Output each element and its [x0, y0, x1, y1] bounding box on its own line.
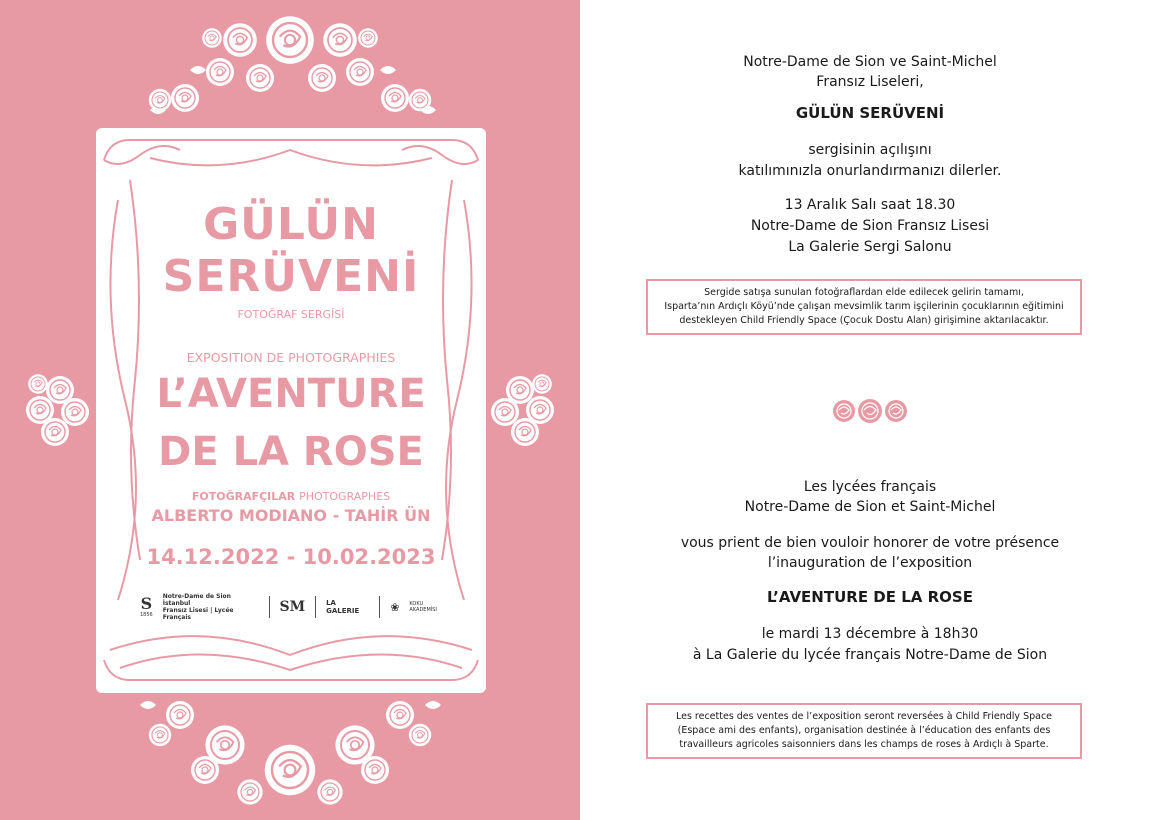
rose-divider-icon [830, 396, 910, 426]
fr-invite-line1: vous prient de bien vouloir honorer de votre présence [680, 535, 1060, 551]
logo-separator [315, 596, 316, 618]
photographers-label-fr: PHOTOGRAPHES [299, 490, 391, 503]
tr-note-line2: Isparta’nın Ardıçlı Köyü’nde çalışan mevsimlik tarım işçilerinin çocuklarının eğitimini [664, 301, 1064, 312]
tr-invite-line2: katılımınızla onurlandırmanızı dilerler. [738, 163, 1002, 179]
tr-intro-line2: Fransız Liseleri, [816, 74, 924, 90]
subtitle-tr: FOTOĞRAF SERGİSİ [237, 308, 345, 321]
tr-where-line1: Notre-Dame de Sion Fransız Lisesi [750, 218, 990, 234]
tr-invite-line1: sergisinin açılışını [808, 142, 932, 158]
fr-exhibition-title: L’AVENTURE DE LA ROSE [767, 588, 973, 606]
logo-separator [269, 596, 270, 618]
fr-note-line3: travailleurs agricoles saisonniers dans les champs de roses à Ardıçlı à Sparte. [679, 739, 1049, 750]
left-side-roses [26, 374, 89, 446]
bottom-roses [140, 701, 441, 805]
fr-note-line2: (Espace ami des enfants), organisation destinée à l’éducation des enfants des [677, 725, 1051, 736]
tr-when: 13 Aralık Salı saat 18.30 [784, 197, 956, 213]
nds-name [163, 593, 259, 621]
nds-emblem-icon: S [140, 594, 153, 613]
tr-note-line1: Sergide satışa sunulan fotoğraflardan elde edilecek gelirin tamamı, [704, 287, 1024, 298]
tr-note-box [646, 279, 1082, 335]
photographers-label [96, 490, 486, 503]
tr-where-line2: La Galerie Sergi Salonu [788, 239, 952, 255]
tr-exhibition-title: GÜLÜN SERÜVENİ [795, 104, 945, 122]
logo-separator [379, 596, 380, 618]
nds-name-line1: Notre-Dame de Sion İstanbul [162, 593, 231, 607]
fr-note-box [646, 703, 1082, 759]
title-tr-line2: SERÜVENİ [162, 251, 420, 302]
fr-invite-line2: l’inauguration de l’exposition [767, 555, 973, 571]
saint-michel-logo: SM [279, 599, 306, 615]
subtitle-fr: EXPOSITION DE PHOTOGRAPHIES [186, 350, 396, 365]
koku-akademisi-logo: KOKU AKADEMİSİ [409, 601, 437, 613]
nds-name-line2: Fransız Lisesi | Lycée Français [162, 607, 234, 621]
title-tr-line1: GÜLÜN [203, 199, 379, 250]
title-fr-line1: L’AVENTURE [156, 371, 426, 417]
fr-note-line1: Les recettes des ventes de l’exposition seront reversées à Child Friendly Space [675, 711, 1053, 722]
fr-where: à La Galerie du lycée français Notre-Dame de Sion [692, 647, 1048, 663]
invitation-panel [580, 0, 1160, 820]
title-fr-line2: DE LA ROSE [158, 429, 424, 475]
tr-intro-line1: Notre-Dame de Sion ve Saint-Michel [743, 54, 997, 70]
la-galerie-logo: LA GALERIE [326, 599, 360, 615]
right-side-roses [491, 374, 554, 446]
fr-when: le mardi 13 décembre à 18h30 [761, 626, 979, 642]
sponsor-logos [140, 590, 450, 624]
nds-year: 1856 [140, 612, 153, 618]
photographers-names: ALBERTO MODIANO - TAHİR ÜN [151, 506, 431, 525]
exhibition-dates: 14.12.2022 - 10.02.2023 [146, 545, 436, 569]
nds-logo [140, 596, 153, 618]
fr-intro-line1: Les lycées français [803, 479, 937, 495]
koku-icon: ❀ [390, 600, 400, 614]
tr-note-line3: destekleyen Child Friendly Space (Çocuk Dostu Alan) girişimine aktarılacaktır. [679, 315, 1049, 326]
photographers-label-tr: FOTOĞRAFÇILAR [191, 490, 296, 503]
top-roses [149, 16, 436, 114]
fr-intro-line2: Notre-Dame de Sion et Saint-Michel [744, 499, 996, 515]
